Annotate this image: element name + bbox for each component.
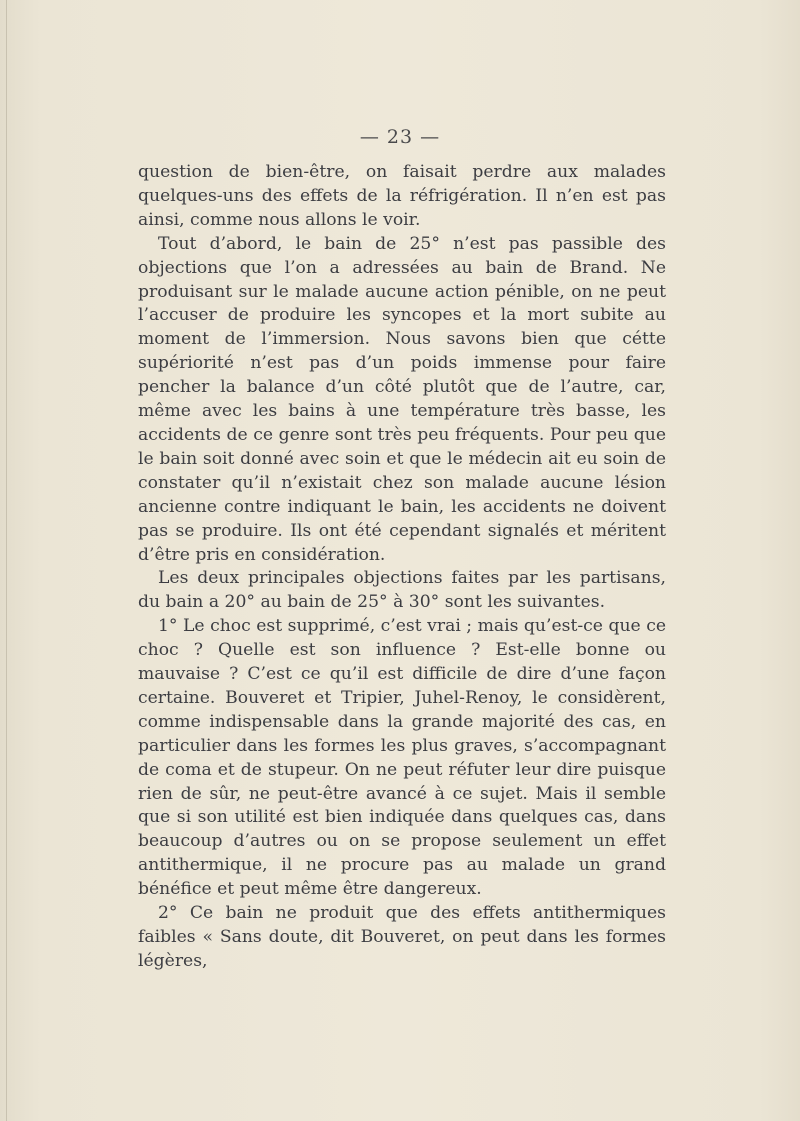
paragraph-2: Tout d’abord, le bain de 25° n’est pas passible des objections que l’on a adressées au bain de Brand. Ne produisant sur le malade aucune action pénible, on ne peut l’accuser de produire les syncopes et la mort subite au moment de l’immersion. Nous savons bien que cétte supériorité n’est pas d’un poids immense pour faire pencher la balance d’un côté plutôt que de l’autre, car, même avec les bains à une température très basse, les accidents de ce genre sont très peu fréquents. Pour peu que le bain soit donné avec soin et que le médecin ait eu soin de constater qu’il n’existait chez son malade aucune lésion ancienne contre indiquant le bain, les accidents ne doivent pas se produire. Ils ont été cependant signalés et méritent d’être pris en considération.: [138, 233, 666, 565]
page-number: — 23 —: [359, 126, 441, 148]
body-text: [138, 161, 666, 974]
paragraph-3: Les deux principales objections faites par les partisans, du bain a 20° au bain de 25° à 30° sont les suivantes.: [138, 568, 666, 613]
paragraph-4: 1° Le choc est supprimé, c’est vrai ; mais qu’est-ce que ce choc ? Quelle est son influence ? Est-elle bonne ou mauvaise ? C’est ce qu’il est difficile de dire d’une façon certaine. Bouveret et Tripier, Juhel-Renoy, le considèrent, comme indispensable dans la grande majorité des cas, en particulier dans les formes les plus graves, s’accompagnant de coma et de stupeur. On ne peut réfuter leur dire puisque rien de sûr, ne peut-être avancé à ce sujet. Mais il semble que si son utilité est bien indiquée dans quelques cas, dans beaucoup d’autres ou on se propose seulement un effet antithermique, il ne procure pas au malade un grand bénéfice et peut même être dangereux.: [138, 616, 666, 900]
paragraph-5: 2° Ce bain ne produit que des effets antithermiques faibles « Sans doute, dit Bouveret, on peut dans les formes légères,: [138, 903, 666, 971]
page-edge: [6, 0, 7, 1121]
paragraph-1: question de bien-être, on faisait perdre aux malades quelques-uns des effets de la réfrigération. Il n’en est pas ainsi, comme nous allons le voir.: [138, 162, 666, 230]
